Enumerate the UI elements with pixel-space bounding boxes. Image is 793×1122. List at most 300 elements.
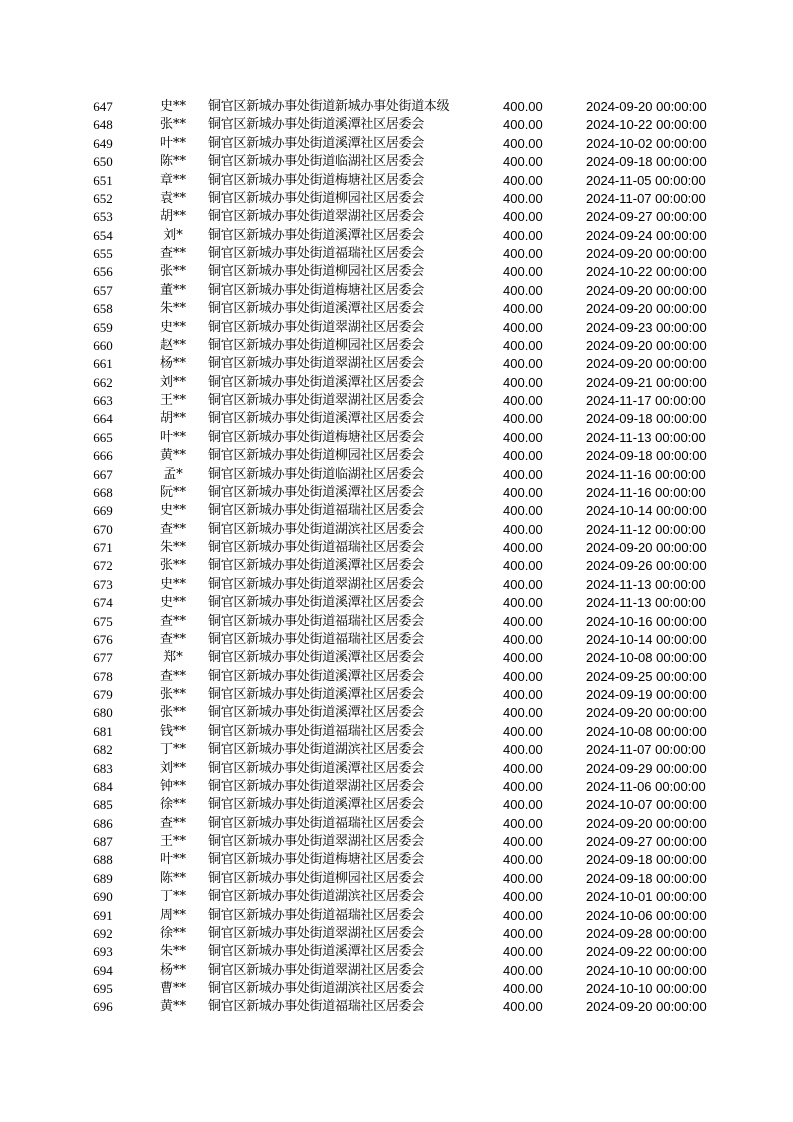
amount: 400.00 <box>503 944 543 960</box>
organization: 铜官区新城办事处街道梅塘社区居委会 <box>208 852 424 868</box>
row-number: 665 <box>93 429 113 445</box>
recipient-name: 刘** <box>159 374 186 390</box>
recipient-name: 叶** <box>159 135 186 151</box>
payment-date: 2024-09-28 00:00:00 <box>586 925 707 941</box>
recipient-name: 钱** <box>159 723 186 739</box>
row-number: 659 <box>93 319 113 335</box>
amount: 400.00 <box>503 613 543 629</box>
row-number: 664 <box>93 411 113 427</box>
row-number: 696 <box>93 999 113 1015</box>
table-row <box>0 429 793 447</box>
payment-date: 2024-09-22 00:00:00 <box>586 944 707 960</box>
row-number: 674 <box>93 595 113 611</box>
organization: 铜官区新城办事处街道湖滨社区居委会 <box>208 742 424 758</box>
recipient-name: 叶** <box>159 429 186 445</box>
organization: 铜官区新城办事处街道柳园社区居委会 <box>208 190 424 206</box>
payment-date: 2024-09-20 00:00:00 <box>586 999 707 1015</box>
row-number: 657 <box>93 282 113 298</box>
amount: 400.00 <box>503 631 543 647</box>
recipient-name: 章** <box>159 172 186 188</box>
table-row <box>0 539 793 557</box>
payment-date: 2024-09-23 00:00:00 <box>586 319 707 335</box>
amount: 400.00 <box>503 393 543 408</box>
payment-date: 2024-09-20 00:00:00 <box>586 301 707 317</box>
organization: 铜官区新城办事处街道翠湖社区居委会 <box>208 393 424 408</box>
table-row <box>0 245 793 263</box>
table-row <box>0 925 793 943</box>
organization: 铜官区新城办事处街道福瑞社区居委会 <box>208 907 424 923</box>
table-row <box>0 208 793 226</box>
table-row <box>0 686 793 704</box>
row-number: 684 <box>93 778 113 794</box>
recipient-name: 朱** <box>159 540 186 555</box>
table-row <box>0 888 793 906</box>
amount: 400.00 <box>503 154 543 170</box>
row-number: 686 <box>93 815 113 831</box>
table-row <box>0 116 793 134</box>
payment-date: 2024-11-16 00:00:00 <box>586 466 706 482</box>
row-number: 653 <box>93 209 113 225</box>
amount: 400.00 <box>503 576 543 592</box>
amount: 400.00 <box>503 264 543 280</box>
recipient-name: 查** <box>159 668 186 684</box>
amount: 400.00 <box>503 981 543 996</box>
table-row <box>0 594 793 612</box>
recipient-name: 张** <box>159 687 186 702</box>
organization: 铜官区新城办事处街道临湖社区居委会 <box>208 466 424 482</box>
organization: 铜官区新城办事处街道湖滨社区居委会 <box>208 521 424 537</box>
table-row <box>0 980 793 998</box>
organization: 铜官区新城办事处街道溪潭社区居委会 <box>208 668 424 684</box>
amount: 400.00 <box>503 834 543 849</box>
organization: 铜官区新城办事处街道翠湖社区居委会 <box>208 209 424 225</box>
amount: 400.00 <box>503 356 543 372</box>
row-number: 681 <box>93 723 113 739</box>
amount: 400.00 <box>503 907 543 923</box>
table-row <box>0 870 793 888</box>
amount: 400.00 <box>503 705 543 721</box>
payment-date: 2024-10-08 00:00:00 <box>586 723 707 739</box>
payment-date: 2024-09-20 00:00:00 <box>586 246 707 261</box>
organization: 铜官区新城办事处街道柳园社区居委会 <box>208 870 424 886</box>
table-row <box>0 723 793 741</box>
row-number: 672 <box>93 558 113 574</box>
payment-date: 2024-10-14 00:00:00 <box>586 503 707 519</box>
amount: 400.00 <box>503 135 543 151</box>
recipient-name: 王** <box>159 393 186 408</box>
table-row <box>0 613 793 631</box>
row-number: 655 <box>93 246 113 261</box>
row-number: 669 <box>93 503 113 519</box>
table-row <box>0 521 793 539</box>
table-row <box>0 833 793 851</box>
table-row <box>0 576 793 594</box>
amount: 400.00 <box>503 448 543 464</box>
recipient-name: 董** <box>159 282 186 298</box>
organization: 铜官区新城办事处街道溪潭社区居委会 <box>208 227 424 243</box>
row-number: 667 <box>93 466 113 482</box>
amount: 400.00 <box>503 999 543 1015</box>
payment-date: 2024-11-16 00:00:00 <box>586 484 706 500</box>
recipient-name: 杨** <box>159 962 186 978</box>
recipient-name: 徐** <box>159 925 186 941</box>
table-row <box>0 98 793 116</box>
table-row <box>0 851 793 869</box>
payment-date: 2024-10-10 00:00:00 <box>586 962 707 978</box>
organization: 铜官区新城办事处街道柳园社区居委会 <box>208 337 424 353</box>
row-number: 661 <box>93 356 113 372</box>
payment-date: 2024-10-08 00:00:00 <box>586 650 707 666</box>
row-number: 651 <box>93 172 113 188</box>
row-number: 660 <box>93 337 113 353</box>
organization: 铜官区新城办事处街道溪潭社区居委会 <box>208 135 424 151</box>
payment-date: 2024-09-19 00:00:00 <box>586 687 707 702</box>
amount: 400.00 <box>503 742 543 758</box>
amount: 400.00 <box>503 797 543 813</box>
row-number: 647 <box>93 99 113 114</box>
row-number: 668 <box>93 484 113 500</box>
amount: 400.00 <box>503 962 543 978</box>
table-row <box>0 502 793 520</box>
payment-date: 2024-10-14 00:00:00 <box>586 631 707 647</box>
row-number: 675 <box>93 613 113 629</box>
table-row <box>0 410 793 428</box>
payment-date: 2024-09-20 00:00:00 <box>586 356 707 372</box>
row-number: 648 <box>93 117 113 133</box>
amount: 400.00 <box>503 484 543 500</box>
payment-date: 2024-10-10 00:00:00 <box>586 981 707 996</box>
organization: 铜官区新城办事处街道湖滨社区居委会 <box>208 981 424 996</box>
organization: 铜官区新城办事处街道溪潭社区居委会 <box>208 797 424 813</box>
amount: 400.00 <box>503 190 543 206</box>
amount: 400.00 <box>503 246 543 261</box>
payment-date: 2024-09-20 00:00:00 <box>586 705 707 721</box>
row-number: 663 <box>93 393 113 408</box>
table-row <box>0 998 793 1016</box>
payment-date: 2024-09-18 00:00:00 <box>586 411 707 427</box>
table-row <box>0 319 793 337</box>
recipient-name: 查** <box>159 246 186 261</box>
recipient-name: 刘* <box>163 227 183 243</box>
recipient-name: 胡** <box>159 209 186 225</box>
payment-date: 2024-10-01 00:00:00 <box>586 889 707 905</box>
organization: 铜官区新城办事处街道福瑞社区居委会 <box>208 540 424 555</box>
row-number: 652 <box>93 190 113 206</box>
table-row <box>0 907 793 925</box>
recipient-name: 刘** <box>159 760 186 776</box>
amount: 400.00 <box>503 301 543 317</box>
organization: 铜官区新城办事处街道福瑞社区居委会 <box>208 613 424 629</box>
amount: 400.00 <box>503 117 543 133</box>
table-row <box>0 135 793 153</box>
recipient-name: 叶** <box>159 852 186 868</box>
payment-date: 2024-11-13 00:00:00 <box>586 576 706 592</box>
recipient-name: 黄** <box>159 999 186 1015</box>
organization: 铜官区新城办事处街道溪潭社区居委会 <box>208 301 424 317</box>
organization: 铜官区新城办事处街道溪潭社区居委会 <box>208 760 424 776</box>
payment-date: 2024-09-21 00:00:00 <box>586 374 707 390</box>
organization: 铜官区新城办事处街道溪潭社区居委会 <box>208 705 424 721</box>
recipient-name: 朱** <box>159 944 186 960</box>
recipient-name: 史** <box>159 319 186 335</box>
table-row <box>0 466 793 484</box>
recipient-name: 王** <box>159 834 186 849</box>
table-row <box>0 447 793 465</box>
recipient-name: 朱** <box>159 301 186 317</box>
recipient-name: 徐** <box>159 797 186 813</box>
subsidy-table <box>0 98 793 1017</box>
table-row <box>0 153 793 171</box>
organization: 铜官区新城办事处街道溪潭社区居委会 <box>208 374 424 390</box>
row-number: 679 <box>93 687 113 702</box>
organization: 铜官区新城办事处街道溪潭社区居委会 <box>208 411 424 427</box>
organization: 铜官区新城办事处街道梅塘社区居委会 <box>208 429 424 445</box>
amount: 400.00 <box>503 521 543 537</box>
amount: 400.00 <box>503 540 543 555</box>
row-number: 670 <box>93 521 113 537</box>
amount: 400.00 <box>503 337 543 353</box>
recipient-name: 史** <box>159 576 186 592</box>
organization: 铜官区新城办事处街道溪潭社区居委会 <box>208 650 424 666</box>
table-row <box>0 796 793 814</box>
recipient-name: 周** <box>159 907 186 923</box>
organization: 铜官区新城办事处街道翠湖社区居委会 <box>208 356 424 372</box>
row-number: 654 <box>93 227 113 243</box>
organization: 铜官区新城办事处街道溪潭社区居委会 <box>208 595 424 611</box>
payment-date: 2024-11-13 00:00:00 <box>586 595 706 611</box>
organization: 铜官区新城办事处街道溪潭社区居委会 <box>208 687 424 702</box>
amount: 400.00 <box>503 925 543 941</box>
payment-date: 2024-10-16 00:00:00 <box>586 613 707 629</box>
amount: 400.00 <box>503 411 543 427</box>
recipient-name: 史** <box>159 503 186 519</box>
table-row <box>0 227 793 245</box>
amount: 400.00 <box>503 815 543 831</box>
row-number: 695 <box>93 981 113 996</box>
amount: 400.00 <box>503 466 543 482</box>
recipient-name: 袁** <box>159 190 186 206</box>
amount: 400.00 <box>503 429 543 445</box>
amount: 400.00 <box>503 374 543 390</box>
amount: 400.00 <box>503 282 543 298</box>
recipient-name: 张** <box>159 117 186 133</box>
organization: 铜官区新城办事处街道新城办事处街道本级 <box>208 99 450 114</box>
payment-date: 2024-09-18 00:00:00 <box>586 448 707 464</box>
table-row <box>0 557 793 575</box>
table-row <box>0 668 793 686</box>
payment-date: 2024-11-06 00:00:00 <box>586 778 706 794</box>
row-number: 649 <box>93 135 113 151</box>
amount: 400.00 <box>503 650 543 666</box>
payment-date: 2024-11-13 00:00:00 <box>586 429 706 445</box>
organization: 铜官区新城办事处街道溪潭社区居委会 <box>208 944 424 960</box>
payment-date: 2024-11-17 00:00:00 <box>586 393 706 408</box>
recipient-name: 郑* <box>163 650 183 666</box>
organization: 铜官区新城办事处街道翠湖社区居委会 <box>208 925 424 941</box>
organization: 铜官区新城办事处街道湖滨社区居委会 <box>208 889 424 905</box>
organization: 铜官区新城办事处街道柳园社区居委会 <box>208 264 424 280</box>
payment-date: 2024-10-22 00:00:00 <box>586 117 707 133</box>
payment-date: 2024-09-27 00:00:00 <box>586 209 707 225</box>
organization: 铜官区新城办事处街道梅塘社区居委会 <box>208 172 424 188</box>
row-number: 683 <box>93 760 113 776</box>
row-number: 650 <box>93 154 113 170</box>
recipient-name: 查** <box>159 815 186 831</box>
row-number: 677 <box>93 650 113 666</box>
amount: 400.00 <box>503 760 543 776</box>
row-number: 676 <box>93 631 113 647</box>
row-number: 690 <box>93 889 113 905</box>
amount: 400.00 <box>503 778 543 794</box>
amount: 400.00 <box>503 209 543 225</box>
row-number: 656 <box>93 264 113 280</box>
amount: 400.00 <box>503 172 543 188</box>
payment-date: 2024-11-07 00:00:00 <box>586 190 706 206</box>
table-row <box>0 760 793 778</box>
organization: 铜官区新城办事处街道福瑞社区居委会 <box>208 815 424 831</box>
table-row <box>0 704 793 722</box>
amount: 400.00 <box>503 227 543 243</box>
recipient-name: 陈** <box>159 870 186 886</box>
organization: 铜官区新城办事处街道福瑞社区居委会 <box>208 723 424 739</box>
organization: 铜官区新城办事处街道溪潭社区居委会 <box>208 558 424 574</box>
organization: 铜官区新城办事处街道福瑞社区居委会 <box>208 999 424 1015</box>
table-row <box>0 631 793 649</box>
amount: 400.00 <box>503 319 543 335</box>
organization: 铜官区新城办事处街道翠湖社区居委会 <box>208 834 424 849</box>
payment-date: 2024-09-20 00:00:00 <box>586 540 707 555</box>
organization: 铜官区新城办事处街道福瑞社区居委会 <box>208 631 424 647</box>
organization: 铜官区新城办事处街道梅塘社区居委会 <box>208 282 424 298</box>
organization: 铜官区新城办事处街道翠湖社区居委会 <box>208 319 424 335</box>
payment-date: 2024-09-18 00:00:00 <box>586 852 707 868</box>
table-row <box>0 778 793 796</box>
payment-date: 2024-09-24 00:00:00 <box>586 227 707 243</box>
amount: 400.00 <box>503 558 543 574</box>
organization: 铜官区新城办事处街道溪潭社区居委会 <box>208 484 424 500</box>
payment-date: 2024-09-20 00:00:00 <box>586 337 707 353</box>
row-number: 671 <box>93 540 113 555</box>
table-row <box>0 962 793 980</box>
organization: 铜官区新城办事处街道溪潭社区居委会 <box>208 117 424 133</box>
row-number: 691 <box>93 907 113 923</box>
row-number: 685 <box>93 797 113 813</box>
organization: 铜官区新城办事处街道翠湖社区居委会 <box>208 576 424 592</box>
amount: 400.00 <box>503 870 543 886</box>
row-number: 689 <box>93 870 113 886</box>
recipient-name: 杨** <box>159 356 186 372</box>
amount: 400.00 <box>503 99 543 114</box>
table-row <box>0 815 793 833</box>
payment-date: 2024-09-20 00:00:00 <box>586 282 707 298</box>
table-row <box>0 943 793 961</box>
row-number: 693 <box>93 944 113 960</box>
payment-date: 2024-09-20 00:00:00 <box>586 99 707 114</box>
payment-date: 2024-11-05 00:00:00 <box>586 172 706 188</box>
amount: 400.00 <box>503 852 543 868</box>
table-row <box>0 300 793 318</box>
row-number: 666 <box>93 448 113 464</box>
organization: 铜官区新城办事处街道福瑞社区居委会 <box>208 503 424 519</box>
recipient-name: 史** <box>159 595 186 611</box>
table-row <box>0 374 793 392</box>
payment-date: 2024-09-18 00:00:00 <box>586 870 707 886</box>
recipient-name: 查** <box>159 631 186 647</box>
payment-date: 2024-10-22 00:00:00 <box>586 264 707 280</box>
recipient-name: 查** <box>159 613 186 629</box>
row-number: 658 <box>93 301 113 317</box>
payment-date: 2024-09-18 00:00:00 <box>586 154 707 170</box>
table-row <box>0 484 793 502</box>
payment-date: 2024-09-29 00:00:00 <box>586 760 707 776</box>
organization: 铜官区新城办事处街道福瑞社区居委会 <box>208 246 424 261</box>
recipient-name: 查** <box>159 521 186 537</box>
payment-date: 2024-11-12 00:00:00 <box>586 521 706 537</box>
payment-date: 2024-10-07 00:00:00 <box>586 797 707 813</box>
recipient-name: 黄** <box>159 448 186 464</box>
payment-date: 2024-11-07 00:00:00 <box>586 742 706 758</box>
amount: 400.00 <box>503 503 543 519</box>
amount: 400.00 <box>503 723 543 739</box>
recipient-name: 赵** <box>159 337 186 353</box>
row-number: 680 <box>93 705 113 721</box>
row-number: 662 <box>93 374 113 390</box>
payment-date: 2024-09-26 00:00:00 <box>586 558 707 574</box>
payment-date: 2024-09-25 00:00:00 <box>586 668 707 684</box>
payment-date: 2024-09-20 00:00:00 <box>586 815 707 831</box>
row-number: 678 <box>93 668 113 684</box>
row-number: 687 <box>93 834 113 849</box>
recipient-name: 曹** <box>159 981 186 996</box>
payment-date: 2024-10-06 00:00:00 <box>586 907 707 923</box>
payment-date: 2024-10-02 00:00:00 <box>586 135 707 151</box>
table-row <box>0 282 793 300</box>
table-row <box>0 263 793 281</box>
table-row <box>0 190 793 208</box>
table-row <box>0 649 793 667</box>
recipient-name: 胡** <box>159 411 186 427</box>
amount: 400.00 <box>503 889 543 905</box>
table-row <box>0 172 793 190</box>
recipient-name: 丁** <box>159 742 186 758</box>
row-number: 688 <box>93 852 113 868</box>
recipient-name: 钟** <box>159 778 186 794</box>
row-number: 682 <box>93 742 113 758</box>
row-number: 694 <box>93 962 113 978</box>
recipient-name: 陈** <box>159 154 186 170</box>
amount: 400.00 <box>503 595 543 611</box>
row-number: 692 <box>93 925 113 941</box>
recipient-name: 阮** <box>159 484 186 500</box>
recipient-name: 史** <box>159 99 186 114</box>
organization: 铜官区新城办事处街道柳园社区居委会 <box>208 448 424 464</box>
table-row <box>0 355 793 373</box>
table-row <box>0 337 793 355</box>
row-number: 673 <box>93 576 113 592</box>
organization: 铜官区新城办事处街道翠湖社区居委会 <box>208 962 424 978</box>
payment-date: 2024-09-27 00:00:00 <box>586 834 707 849</box>
recipient-name: 张** <box>159 705 186 721</box>
recipient-name: 张** <box>159 558 186 574</box>
recipient-name: 孟* <box>163 466 183 482</box>
table-row <box>0 392 793 410</box>
organization: 铜官区新城办事处街道翠湖社区居委会 <box>208 778 424 794</box>
amount: 400.00 <box>503 668 543 684</box>
table-row <box>0 741 793 759</box>
recipient-name: 张** <box>159 264 186 280</box>
organization: 铜官区新城办事处街道临湖社区居委会 <box>208 154 424 170</box>
recipient-name: 丁** <box>159 889 186 905</box>
